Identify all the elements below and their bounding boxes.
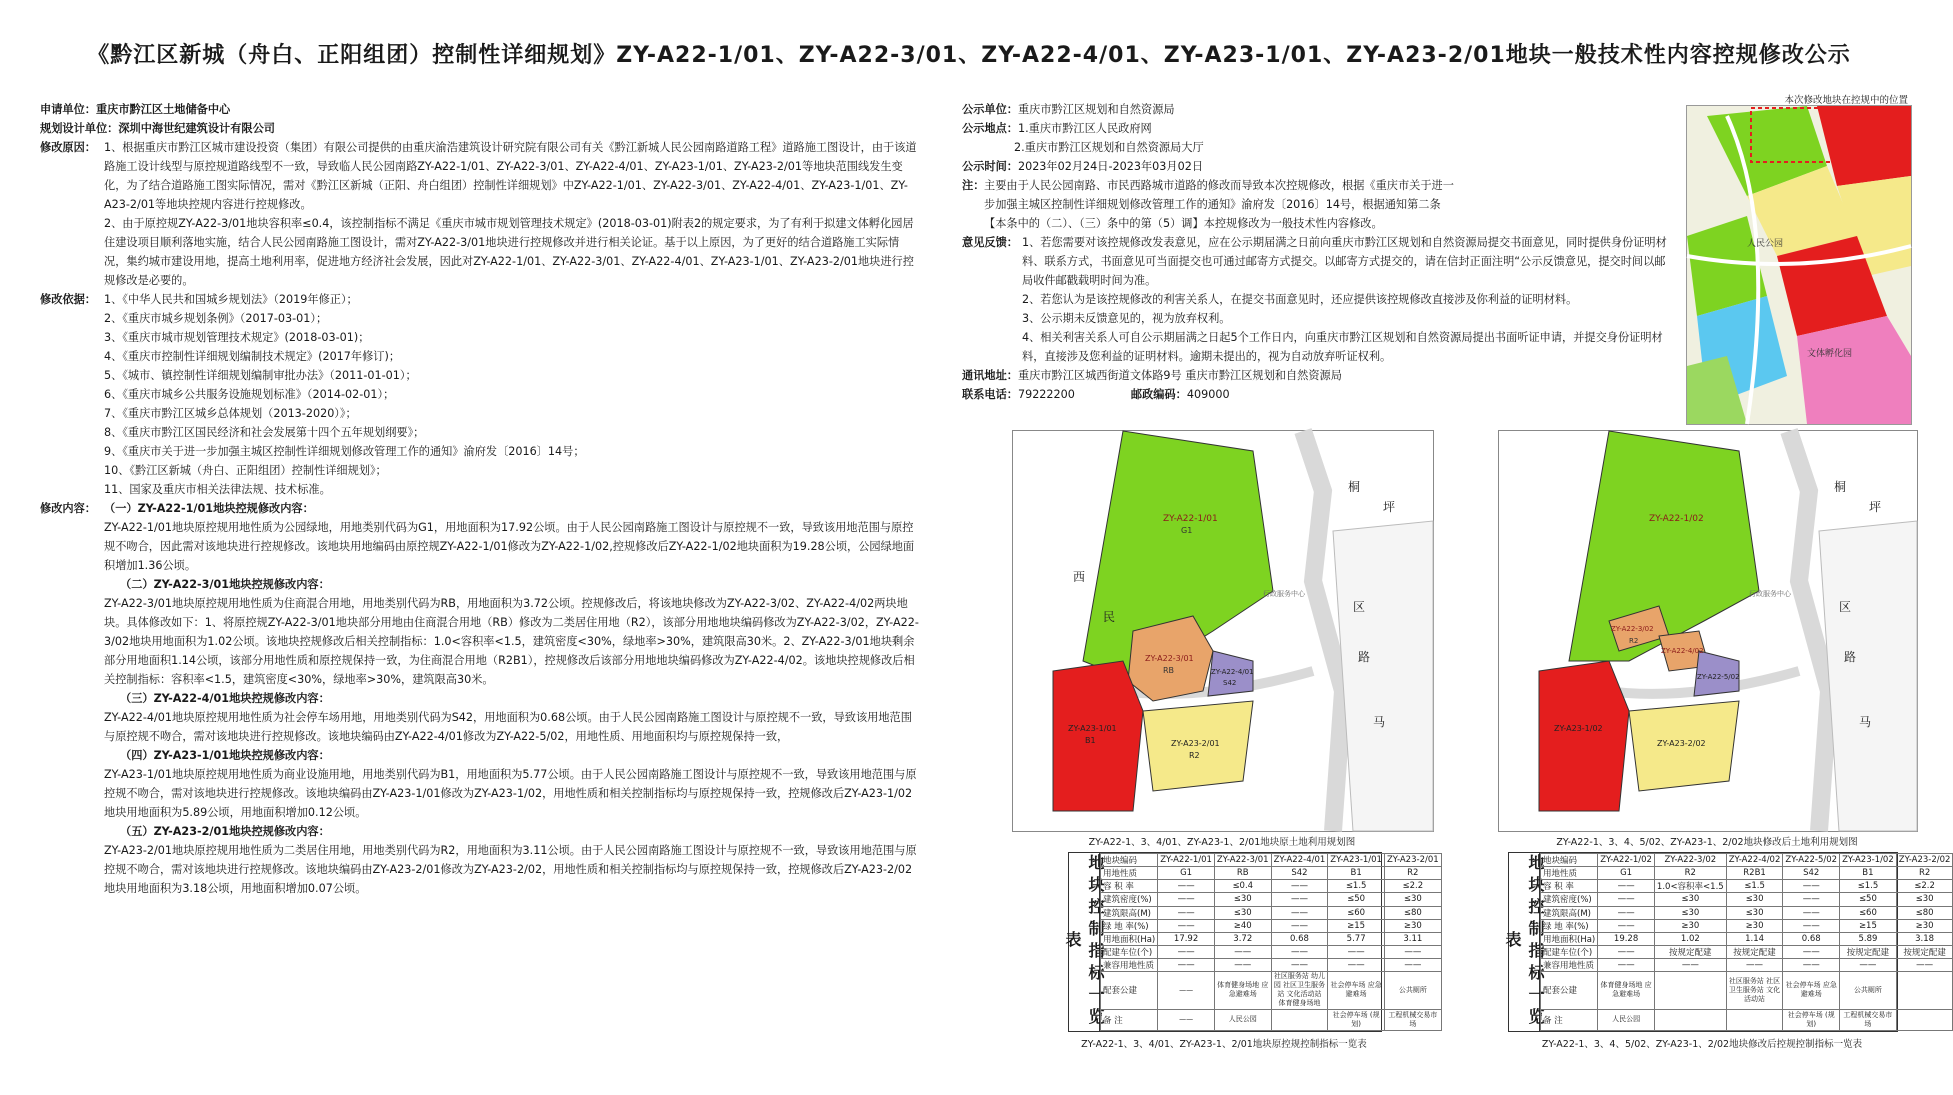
table-cell: —— xyxy=(1158,945,1215,958)
time-row xyxy=(962,157,1682,176)
phone-value: 79222200 xyxy=(1017,388,1075,401)
table-row-header: 备 注 xyxy=(1541,1009,1598,1030)
loc-label-2: 文体孵化园 xyxy=(1807,349,1853,359)
table-cell: ≤30 xyxy=(1654,906,1726,919)
table-row xyxy=(1541,972,1953,1009)
table-cell: 按规定配建 xyxy=(1726,945,1783,958)
table-cell: 人民公园 xyxy=(1214,1009,1271,1030)
table-cell: —— xyxy=(1271,880,1328,893)
table-cell: S42 xyxy=(1783,867,1840,880)
original-index-table xyxy=(1063,852,1439,1032)
table-cell: R2 xyxy=(1384,867,1441,880)
table-cell: 0.68 xyxy=(1783,932,1840,945)
designer-row xyxy=(40,119,920,138)
table-cell: —— xyxy=(1598,880,1655,893)
table-cell: 3.18 xyxy=(1896,932,1953,945)
loc-label-park: 人民公园 xyxy=(1747,239,1784,249)
opinion-row xyxy=(962,233,1682,366)
reason-text-1: 1、根据重庆市黔江区城市建设投资（集团）有限公司提供的由重庆渝浩建筑设计研究院有限公司有关《黔江新城人民公园南路道路工程》道路施工图设计，由于该道路施工设计线型与原控规道路线型不一致，导致临人民公园南路ZY-A22-1/01、ZY-A22-3/01、ZY-A22-4/01、ZY-A23-1/01、ZY-A23-2/01等地块范围线发生变化，为了结合道路施工图实际情况，需对《黔江区新城（正阳、舟白组团）控制性详细规划》中ZY-A22-1/01、ZY-A22-3/01、ZY-A22-4/01、ZY-A23-1/01、ZY-A23-2/01等地块控规内容进行控规修改。 xyxy=(104,141,917,211)
parcel-b1 xyxy=(1053,661,1143,811)
applicant-row xyxy=(40,100,920,119)
table-cell: —— xyxy=(1783,893,1840,906)
applicant-label: 申请单位： xyxy=(40,103,96,116)
note-row xyxy=(962,176,1682,233)
table-cell: ZY-A22-1/02 xyxy=(1598,854,1655,867)
basis-item: 5、《城市、镇控制性详细规划编制审批办法》（2011-01-01）； xyxy=(104,369,417,382)
table-row xyxy=(1101,867,1442,880)
road-char: 区 xyxy=(1353,600,1366,614)
label-r2-new-code: R2 xyxy=(1629,637,1639,645)
table-row-header: 建筑密度(%) xyxy=(1541,893,1598,906)
table-cell xyxy=(1654,972,1726,1009)
address-row xyxy=(962,366,1682,385)
table-cell: ≤0.4 xyxy=(1214,880,1271,893)
table-cell: —— xyxy=(1783,880,1840,893)
table-cell: —— xyxy=(1271,945,1328,958)
table-row xyxy=(1101,932,1442,945)
table-row xyxy=(1101,854,1442,867)
table-cell: —— xyxy=(1214,959,1271,972)
unit-value: 重庆市黔江区规划和自然资源局 xyxy=(1017,103,1175,116)
original-table-caption: ZY-A22-1、3、4/01、ZY-A23-1、2/01地块原控规控制指标一览表 xyxy=(1081,1039,1367,1050)
basis-item: 8、《重庆市黔江区国民经济和社会发展第十四个五年规划纲要》； xyxy=(104,426,425,439)
table-cell: —— xyxy=(1158,919,1215,932)
table-row xyxy=(1101,1009,1442,1030)
page-title: 《黔江区新城（舟白、正阳组团）控制性详细规划》ZY-A22-1/01、ZY-A22-3/01、ZY-A22-4/01、ZY-A23-1/01、ZY-A23-2/01地块一般技术性内容控规修改公示 xyxy=(87,43,1851,68)
table-row-header: 用地性质 xyxy=(1101,867,1158,880)
table-cell: —— xyxy=(1271,906,1328,919)
table-cell: 体育健身场地 应急避难场 xyxy=(1214,972,1271,1009)
original-land-use-map xyxy=(1012,430,1434,832)
place-row xyxy=(962,119,1682,138)
basis-row xyxy=(40,290,920,499)
table-cell: ZY-A23-1/02 xyxy=(1840,854,1897,867)
table-cell: ZY-A22-1/01 xyxy=(1158,854,1215,867)
table-cell: —— xyxy=(1271,893,1328,906)
table-cell: 社区服务站 社区卫生服务站 文化活动站 xyxy=(1726,972,1783,1009)
section-1-head: （一）ZY-A22-1/01地块控规修改内容： xyxy=(104,502,314,515)
table-cell: G1 xyxy=(1158,867,1215,880)
table-cell: ≤2.2 xyxy=(1896,880,1953,893)
table-row xyxy=(1101,945,1442,958)
label-g1: ZY-A22-1/01 xyxy=(1163,514,1218,524)
table-cell: ZY-A22-4/02 xyxy=(1726,854,1783,867)
table-cell: —— xyxy=(1896,959,1953,972)
section-4-text: ZY-A23-1/01地块原控规用地性质为商业设施用地，用地类别代码为B1，用地面积为5.77公顷。由于人民公园南路施工图设计与原控规不一致，导致该用地范围与原控规不吻合，需对该地块进行控规修改。该地块编码由ZY-A23-1/01修改为ZY-A23-1/02，用地性质和相关控制指标均与原控规保持一致，控规修改后ZY-A23-1/02地块用地面积为5.89公顷，用地面积增加0.12公顷。 xyxy=(104,768,917,819)
table-cell: 社会停车场 (规划) xyxy=(1328,1009,1385,1030)
label-g1-code: G1 xyxy=(1181,526,1193,535)
table-row-header: 绿 地 率(%) xyxy=(1541,919,1598,932)
table-cell: ≥30 xyxy=(1654,919,1726,932)
table-row-header: 配套公建 xyxy=(1541,972,1598,1009)
table-cell: ≥30 xyxy=(1896,919,1953,932)
table-cell: —— xyxy=(1328,959,1385,972)
table-cell xyxy=(1896,1009,1953,1030)
table-cell xyxy=(1654,1009,1726,1030)
table-cell: 3.11 xyxy=(1384,932,1441,945)
table-row xyxy=(1101,972,1442,1009)
reason-row xyxy=(40,138,920,214)
table-row-header: 用地面积(Ha) xyxy=(1541,932,1598,945)
location-map-graphic xyxy=(1687,106,1911,424)
phone-label: 联系电话： xyxy=(962,388,1018,401)
table-cell: —— xyxy=(1158,959,1215,972)
label-r2: ZY-A23-2/02 xyxy=(1657,739,1706,748)
table-cell: 社会停车场 应急避难场 xyxy=(1783,972,1840,1009)
table-row-header: 建筑密度(%) xyxy=(1101,893,1158,906)
table-cell: —— xyxy=(1783,959,1840,972)
table-row xyxy=(1541,906,1953,919)
table-cell: ≤80 xyxy=(1896,906,1953,919)
table-cell xyxy=(1271,1009,1328,1030)
table-cell: B1 xyxy=(1840,867,1897,880)
time-value: 2023年02月24日-2023年03月02日 xyxy=(1017,160,1204,173)
table-cell: ≤60 xyxy=(1840,906,1897,919)
table-row-header: 配建车位(个) xyxy=(1101,945,1158,958)
table-cell: ≤30 xyxy=(1384,893,1441,906)
unit-label: 公示单位： xyxy=(962,103,1018,116)
table-cell: 5.77 xyxy=(1328,932,1385,945)
label-r2: ZY-A23-2/01 xyxy=(1171,739,1220,748)
table-cell: —— xyxy=(1271,959,1328,972)
road-char: 西 xyxy=(1073,570,1086,584)
table-cell: ZY-A22-3/02 xyxy=(1654,854,1726,867)
table-row-header: 建筑限高(M) xyxy=(1541,906,1598,919)
opinion-label: 意见反馈： xyxy=(962,236,1018,249)
opinion-list xyxy=(1022,233,1672,366)
table-cell: —— xyxy=(1726,959,1783,972)
opinion-item: 2、若您认为是该控规修改的利害关系人，在提交书面意见时，还应提供该控规修改直接涉及你利益的证明材料。 xyxy=(1022,293,1578,306)
table-cell: —— xyxy=(1271,919,1328,932)
postcode-value: 409000 xyxy=(1186,388,1230,401)
road-char: 坪 xyxy=(1383,500,1396,514)
address-label: 通讯地址： xyxy=(962,369,1018,382)
table-row-header: 绿 地 率(%) xyxy=(1101,919,1158,932)
table-cell: ≥30 xyxy=(1384,919,1441,932)
table-cell: ZY-A23-2/01 xyxy=(1384,854,1441,867)
table-row-header: 兼容用地性质 xyxy=(1101,959,1158,972)
table-cell xyxy=(1726,1009,1783,1030)
table-cell: —— xyxy=(1328,945,1385,958)
right-column xyxy=(962,100,1682,404)
place-value-2: 2.重庆市黔江区规划和自然资源局大厅 xyxy=(1014,141,1204,154)
table-row-header: 兼容用地性质 xyxy=(1541,959,1598,972)
opinion-item: 4、相关利害关系人可自公示期届满之日起5个工作日内，向重庆市黔江区规划和自然资源局提出书面听证申请，并提交身份证明材料，直接涉及您利益的证明材料。逾期未提出的，视为自动放弃听证权利。 xyxy=(1022,331,1663,363)
basis-item: 9、《重庆市关于进一步加强主城区控制性详细规划修改管理工作的通知》渝府发〔2016〕14号； xyxy=(104,445,585,458)
address-value: 重庆市黔江区城西街道文体路9号 重庆市黔江区规划和自然资源局 xyxy=(1017,369,1342,382)
road-char: 坪 xyxy=(1869,500,1882,514)
table-cell: ≥30 xyxy=(1726,919,1783,932)
label-rb: ZY-A22-3/01 xyxy=(1145,654,1194,663)
basis-item: 4、《重庆市控制性详细规划编制技术规定》(2017年修订)； xyxy=(104,350,401,363)
label-r2-new: ZY-A22-3/02 xyxy=(1611,625,1654,633)
table-cell: —— xyxy=(1598,959,1655,972)
table-cell: R2 xyxy=(1896,867,1953,880)
table-row xyxy=(1541,854,1953,867)
table-cell: 社区服务站 幼儿园 社区卫生服务站 文化活动站 体育健身场地 xyxy=(1271,972,1328,1009)
table-cell: ≤30 xyxy=(1896,893,1953,906)
reason-label: 修改原因： xyxy=(40,141,96,154)
table-row xyxy=(1541,880,1953,893)
table-cell: 1.14 xyxy=(1726,932,1783,945)
basis-item: 6、《重庆市城乡公共服务设施规划标准》（2014-02-01）； xyxy=(104,388,395,401)
table-cell: G1 xyxy=(1598,867,1655,880)
table-cell: —— xyxy=(1598,945,1655,958)
table-cell: 17.92 xyxy=(1158,932,1215,945)
table-cell: ZY-A22-3/01 xyxy=(1214,854,1271,867)
parcel-b1 xyxy=(1539,661,1629,811)
table-cell: ≤50 xyxy=(1840,893,1897,906)
table-cell: S42 xyxy=(1271,867,1328,880)
label-s42: ZY-A22-5/02 xyxy=(1697,673,1740,681)
modified-table-grid xyxy=(1540,853,1953,1031)
table-row-header: 备 注 xyxy=(1101,1009,1158,1030)
table-cell: —— xyxy=(1783,945,1840,958)
modified-map-graphic xyxy=(1499,431,1917,831)
content-row xyxy=(40,499,920,518)
table-cell: 1.0<容积率<1.5 xyxy=(1654,880,1726,893)
table-row-header: 用地面积(Ha) xyxy=(1101,932,1158,945)
basis-item: 7、《重庆市黔江区城乡总体规划（2013-2020）》； xyxy=(104,407,357,420)
modified-index-table xyxy=(1503,852,1951,1032)
table-row-header: 地块编码 xyxy=(1541,854,1598,867)
section-5-head: （五）ZY-A23-2/01地块控规修改内容： xyxy=(120,825,330,838)
section-5-text: ZY-A23-2/01地块原控规用地性质为二类居住用地，用地类别代码为R2，用地面积为3.11公顷。由于人民公园南路施工图设计与原控规不一致，导致该用地范围与原控规不吻合，需对该地块进行控规修改。该地块编码由ZY-A23-2/01修改为ZY-A23-2/02，用地性质和相关控制指标均与原控规保持一致，控规修改后ZY-A23-2/02地块用地面积为3.18公顷，用地面积增加0.07公顷。 xyxy=(104,844,917,895)
table-cell: 公共厕所 xyxy=(1384,972,1441,1009)
modified-map-caption: ZY-A22-1、3、4、5/02、ZY-A23-1、2/02地块修改后土地利用规划图 xyxy=(1556,837,1858,848)
table-cell: —— xyxy=(1158,972,1215,1009)
table-cell: —— xyxy=(1214,945,1271,958)
road-char: 路 xyxy=(1358,650,1371,664)
road-char: 桐 xyxy=(1348,480,1361,494)
opinion-item: 3、公示期未反馈意见的，视为放弃权利。 xyxy=(1022,312,1231,325)
table-row-header: 配套公建 xyxy=(1101,972,1158,1009)
original-map-caption: ZY-A22-1、3、4/01、ZY-A23-1、2/01地块原土地利用规划图 xyxy=(1088,837,1356,848)
label-rb-code: RB xyxy=(1163,666,1175,675)
table-cell: 公共厕所 xyxy=(1840,972,1897,1009)
table-cell: ZY-A23-2/02 xyxy=(1896,854,1953,867)
content-label: 修改内容： xyxy=(40,502,96,515)
table-row-header: 容 积 率 xyxy=(1541,880,1598,893)
table-cell: ZY-A22-5/02 xyxy=(1783,854,1840,867)
label-b1: ZY-A23-1/02 xyxy=(1554,724,1603,733)
unit-row xyxy=(962,100,1682,119)
time-label: 公示时间： xyxy=(962,160,1018,173)
table-cell: —— xyxy=(1158,880,1215,893)
label-g1: ZY-A22-1/02 xyxy=(1649,514,1704,524)
table-cell: 体育健身场地 应急避难场 xyxy=(1598,972,1655,1009)
road-char: 民 xyxy=(1103,610,1116,624)
designer-label: 规划设计单位： xyxy=(40,122,119,135)
table-cell: —— xyxy=(1158,893,1215,906)
table-cell: ≥40 xyxy=(1214,919,1271,932)
section-3-head: （三）ZY-A22-4/01地块控规修改内容： xyxy=(120,692,330,705)
table-cell: 按规定配建 xyxy=(1654,945,1726,958)
table-cell: R2B1 xyxy=(1726,867,1783,880)
left-column xyxy=(40,100,920,898)
table-cell: —— xyxy=(1598,906,1655,919)
designer-value: 深圳中海世纪建筑设计有限公司 xyxy=(118,122,275,135)
opinion-item: 1、若您需要对该控规修改发表意见，应在公示期届满之日前向重庆市黔江区规划和自然资源局提交书面意见，同时提供身份证明材料、联系方式，书面意见可当面提交也可通过邮寄方式提交。以邮寄方式提交的，请在信封正面注明“公示反馈意见，提交时间以邮局收件邮戳载明时间为准。 xyxy=(1022,236,1667,287)
road-char: 马 xyxy=(1373,715,1386,729)
label-r2b1: ZY-A22-4/02 xyxy=(1661,647,1704,655)
table-cell: ≤1.5 xyxy=(1328,880,1385,893)
table-row-header: 容 积 率 xyxy=(1101,880,1158,893)
table-cell: —— xyxy=(1158,906,1215,919)
table-cell: 社会停车场 应急避难场 xyxy=(1328,972,1385,1009)
table-row xyxy=(1101,893,1442,906)
phone-row xyxy=(962,385,1682,404)
table-cell: ≤80 xyxy=(1384,906,1441,919)
note-text: 主要由于人民公园南路、市民西路城市道路的修改而导致本次控规修改，根据《重庆市关于进一步加强主城区控制性详细规划修改管理工作的通知》渝府发〔2016〕14号，根据通知第二条【本条中的（二）、（三）条中的第（5）调】本控规修改为一般技术性内容修改。 xyxy=(984,179,1454,230)
label-b1-code: B1 xyxy=(1085,736,1096,745)
label-s42: ZY-A22-4/01 xyxy=(1211,668,1254,676)
place-label: 公示地点： xyxy=(962,122,1018,135)
note-label: 注： xyxy=(962,179,985,192)
table-row xyxy=(1541,919,1953,932)
table-row xyxy=(1541,893,1953,906)
section-2-head: （二）ZY-A22-3/01地块控规修改内容： xyxy=(120,578,330,591)
modified-table-caption: ZY-A22-1、3、4、5/02、ZY-A23-1、2/02地块修改后控规控制指标一览表 xyxy=(1541,1039,1863,1050)
label-s42-code: S42 xyxy=(1223,679,1237,687)
table-row xyxy=(1541,1009,1953,1030)
table-row xyxy=(1101,880,1442,893)
table-cell: 19.28 xyxy=(1598,932,1655,945)
table-cell: —— xyxy=(1783,906,1840,919)
table-cell: ≤30 xyxy=(1726,906,1783,919)
table-row xyxy=(1541,932,1953,945)
table-cell: R2 xyxy=(1654,867,1726,880)
basis-list xyxy=(104,290,920,499)
table-cell: 社会停车场 (规划) xyxy=(1783,1009,1840,1030)
road-char: 区 xyxy=(1839,600,1852,614)
table-cell: 按规定配建 xyxy=(1896,945,1953,958)
table-row xyxy=(1101,919,1442,932)
reason-text-2: 2、由于原控规ZY-A22-3/01地块容积率≤0.4，该控制指标不满足《重庆市城市规划管理技术规定》(2018-03-01)附表2的规定要求，为了有利于拟建文体孵化园居住建设项目顺利落地实施，结合人民公园南路施工图设计，需对ZY-A22-3/01地块进行控规修改并进行相关论证。基于以上原因，为了更好的结合道路施工实际情况，集约城市建设用地，提高土地利用率，促进地方经济社会发展，因此对ZY-A22-1/01、ZY-A22-3/01、ZY-A22-4/01、ZY-A23-1/01、ZY-A23-2/01地块进行控规修改是必要的。 xyxy=(104,217,914,287)
road-char: 桐 xyxy=(1834,480,1847,494)
basis-item: 1、《中华人民共和国城乡规划法》（2019年修正）； xyxy=(104,293,358,306)
table-cell: ≥15 xyxy=(1840,919,1897,932)
section-1-text: ZY-A22-1/01地块原控规用地性质为公园绿地，用地类别代码为G1，用地面积为17.92公顷。由于人民公园南路施工图设计与原控规不一致，导致该用地范围与原控规不吻合，因此需对该地块进行控规修改。该地块用地编码由原控规ZY-A22-1/01修改为ZY-A22-1/02,控规修改后ZY-A22-1/02地块面积为19.28公顷，公园绿地面积增加1.36公顷。 xyxy=(104,521,915,572)
table-cell: B1 xyxy=(1328,867,1385,880)
table-row xyxy=(1101,959,1442,972)
label-admin-center: 行政服务中心 xyxy=(1263,590,1305,598)
basis-item: 3、《重庆市城市规划管理技术规定》(2018-03-01)； xyxy=(104,331,370,344)
road-char: 马 xyxy=(1859,715,1872,729)
table-cell: ≤30 xyxy=(1214,906,1271,919)
table-cell: ≤30 xyxy=(1654,893,1726,906)
table-row xyxy=(1541,959,1953,972)
section-2-text: ZY-A22-3/01地块原控规用地性质为住商混合用地，用地类别代码为RB，用地面积为3.72公顷。控规修改后，将该地块修改为ZY-A22-3/02、ZY-A22-4/02两块地块。具体修改如下：1、将原控规ZY-A22-3/01地块部分用地由住商混合用地（RB）修改为二类居住用地（R2），该部分用地地块编码修改为ZY-A22-3/02，ZY-A22-3/02地块用地面积为1.02公顷。该地块控规修改后相关控制指标：1.0<容积率<1.5，建筑密度<30%，绿地率>30%，建筑限高30米。2、ZY-A22-3/01地块剩余部分用地面积1.14公顷，该部分用地性质和原控规保持一致，为住商混合用地（R2B1），控规修改后该部分用地地块编码修改为ZY-A22-4/02。该地块控规修改后相关控制指标：容积率<1.5，建筑密度<30%，绿地率>30%，建筑限高30米。 xyxy=(104,597,919,686)
section-3-text: ZY-A22-4/01地块原控规用地性质为社会停车场用地，用地类别代码为S42，用地面积为0.68公顷。由于人民公园南路施工图设计与原控规不一致，导致该用地范围与原控规不吻合，需对该地块进行控规修改。该地块编码由ZY-A22-4/01修改为ZY-A22-5/02，用地性质、用地面积均与原控规保持一致， xyxy=(104,711,912,743)
table-cell: ≤1.5 xyxy=(1840,880,1897,893)
table-cell: RB xyxy=(1214,867,1271,880)
table-cell: —— xyxy=(1598,893,1655,906)
table-row-header: 地块编码 xyxy=(1101,854,1158,867)
table-row xyxy=(1541,867,1953,880)
table-row-header: 配建车位(个) xyxy=(1541,945,1598,958)
table-cell: —— xyxy=(1840,959,1897,972)
location-map xyxy=(1686,105,1912,425)
label-admin-center: 行政服务中心 xyxy=(1749,590,1791,598)
table-cell: 3.72 xyxy=(1214,932,1271,945)
location-map-caption: 本次修改地块在控规中的位置 xyxy=(1784,95,1908,106)
road-char: 路 xyxy=(1844,650,1857,664)
table-cell: 0.68 xyxy=(1271,932,1328,945)
table-row xyxy=(1101,906,1442,919)
table-cell: ≤30 xyxy=(1726,893,1783,906)
table-cell: —— xyxy=(1783,919,1840,932)
table-cell: —— xyxy=(1654,959,1726,972)
table-cell xyxy=(1896,972,1953,1009)
place-value-1: 1.重庆市黔江区人民政府网 xyxy=(1017,122,1152,135)
table-cell: —— xyxy=(1158,1009,1215,1030)
table-cell: 工程机械交易市场 xyxy=(1840,1009,1897,1030)
section-4-head: （四）ZY-A23-1/01地块控规修改内容： xyxy=(120,749,330,762)
label-b1: ZY-A23-1/01 xyxy=(1068,724,1117,733)
modified-land-use-map xyxy=(1498,430,1918,832)
label-r2-code: R2 xyxy=(1189,751,1200,760)
table-cell: 工程机械交易市场 xyxy=(1384,1009,1441,1030)
table-cell: ZY-A22-4/01 xyxy=(1271,854,1328,867)
basis-item: 11、国家及重庆市相关法律法规、技术标准。 xyxy=(104,483,331,496)
basis-item: 2、《重庆市城乡规划条例》（2017-03-01）； xyxy=(104,312,328,325)
table-row-header: 建筑限高(M) xyxy=(1101,906,1158,919)
table-cell: 5.89 xyxy=(1840,932,1897,945)
table-cell: ≥15 xyxy=(1328,919,1385,932)
table-side-label: 地块控制指标一览表 xyxy=(1503,854,1545,1030)
original-table-grid xyxy=(1100,853,1442,1031)
table-cell: ≤1.5 xyxy=(1726,880,1783,893)
table-row xyxy=(1541,945,1953,958)
pink-patch xyxy=(1797,316,1911,424)
original-map-graphic xyxy=(1013,431,1433,831)
table-cell: ZY-A23-1/01 xyxy=(1328,854,1385,867)
table-cell: ≤30 xyxy=(1214,893,1271,906)
basis-label: 修改依据： xyxy=(40,293,96,306)
table-cell: 1.02 xyxy=(1654,932,1726,945)
table-cell: ≤60 xyxy=(1328,906,1385,919)
table-side-label: 地块控制指标一览表 xyxy=(1063,854,1105,1030)
basis-item: 10、《黔江区新城（舟白、正阳组团）控制性详细规划》； xyxy=(104,464,387,477)
table-row-header: 用地性质 xyxy=(1541,867,1598,880)
postcode-label: 邮政编码： xyxy=(1130,388,1187,401)
table-cell: —— xyxy=(1598,919,1655,932)
table-cell: 人民公园 xyxy=(1598,1009,1655,1030)
table-cell: ≤50 xyxy=(1328,893,1385,906)
table-cell: —— xyxy=(1384,945,1441,958)
applicant-value: 重庆市黔江区土地储备中心 xyxy=(95,103,231,116)
table-cell: —— xyxy=(1384,959,1441,972)
table-cell: ≤2.2 xyxy=(1384,880,1441,893)
table-cell: 按规定配建 xyxy=(1840,945,1897,958)
